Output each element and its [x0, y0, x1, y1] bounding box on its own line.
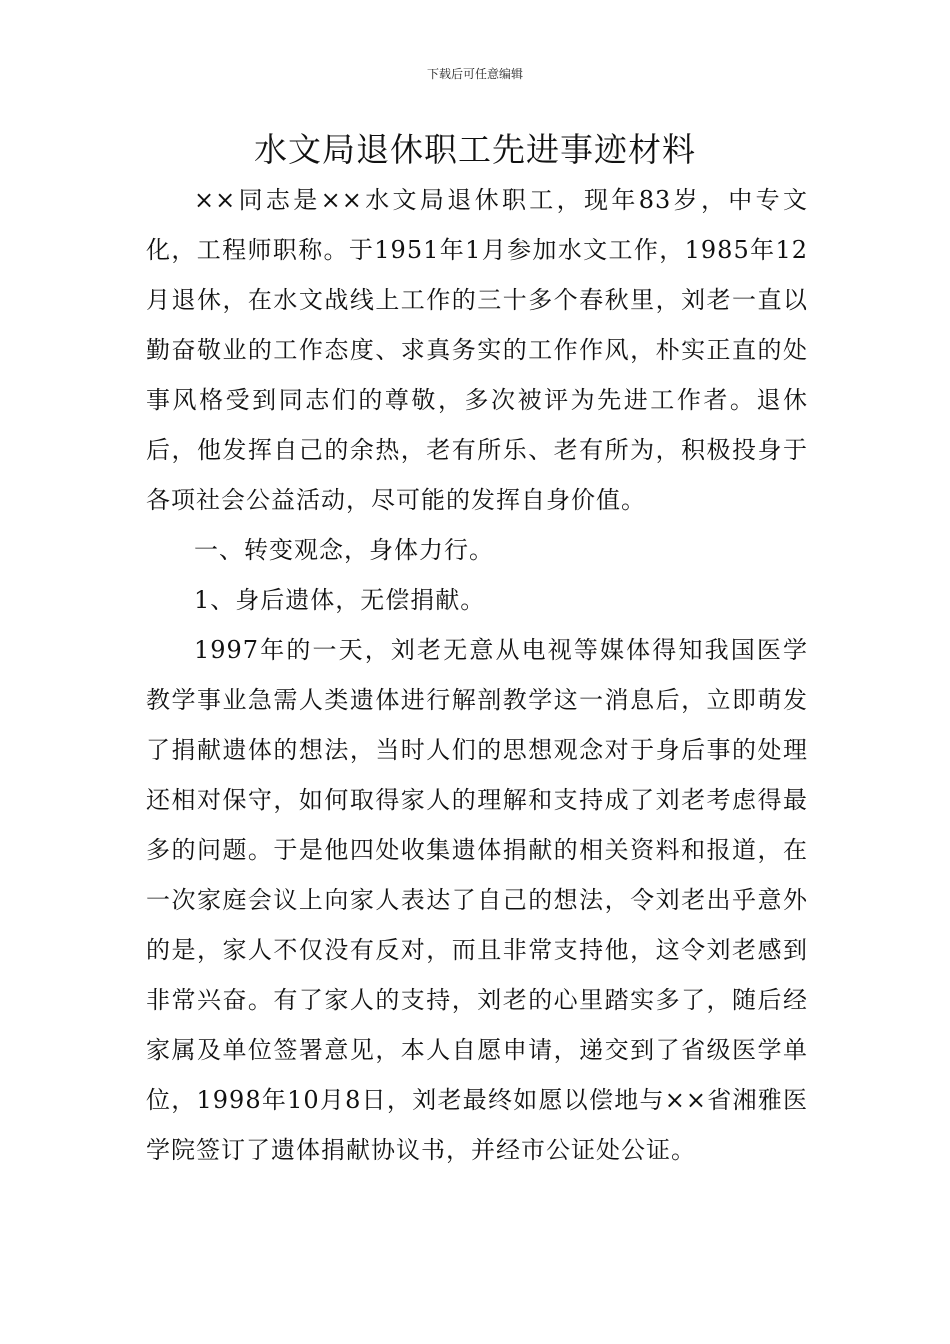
section-heading-1: 一、转变观念，身体力行。 [194, 536, 494, 564]
paragraph-donation: 1997年的一天，刘老无意从电视等媒体得知我国医学教学事业急需人类遗体进行解剖教学这一消息后，立即萌发了捐献遗体的想法，当时人们的思想观念对于身后事的处理还相对保守，如何取得家人的理解和支持成了刘老考虑得最多的问题。于是他四处收集遗体捐献的相关资料和报道，在一次家庭会议上向家人表达了自己的想法，令刘老出乎意外的是，家人不仅没有反对，而且非常支持他，这令刘老感到非常兴奋。有了家人的支持，刘老的心里踏实多了，随后经家属及单位签署意见，本人自愿申请，递交到了省级医学单位，1998年10月8日，刘老最终如愿以偿地与××省湘雅医学院签订了遗体捐献协议书，并经市公证处公证。 [146, 636, 808, 1164]
header-note: 下载后可任意编辑 [426, 67, 523, 81]
document-title: 水文局退休职工先进事迹材料 [254, 130, 696, 169]
paragraph-intro: ××同志是××水文局退休职工，现年83岁，中专文化，工程师职称。于1951年1月参加水文工作，1985年12月退休，在水文战线上工作的三十多个春秋里，刘老一直以勤奋敬业的工作态度、求真务实的工作作风，朴实正直的处事风格受到同志们的尊敬，多次被评为先进工作者。退休后，他发挥自己的余热，老有所乐、老有所为，积极投身于各项社会公益活动，尽可能的发挥自身价值。 [146, 186, 808, 514]
document-body [146, 175, 808, 1175]
subsection-heading-1: 1、身后遗体，无偿捐献。 [194, 586, 486, 614]
